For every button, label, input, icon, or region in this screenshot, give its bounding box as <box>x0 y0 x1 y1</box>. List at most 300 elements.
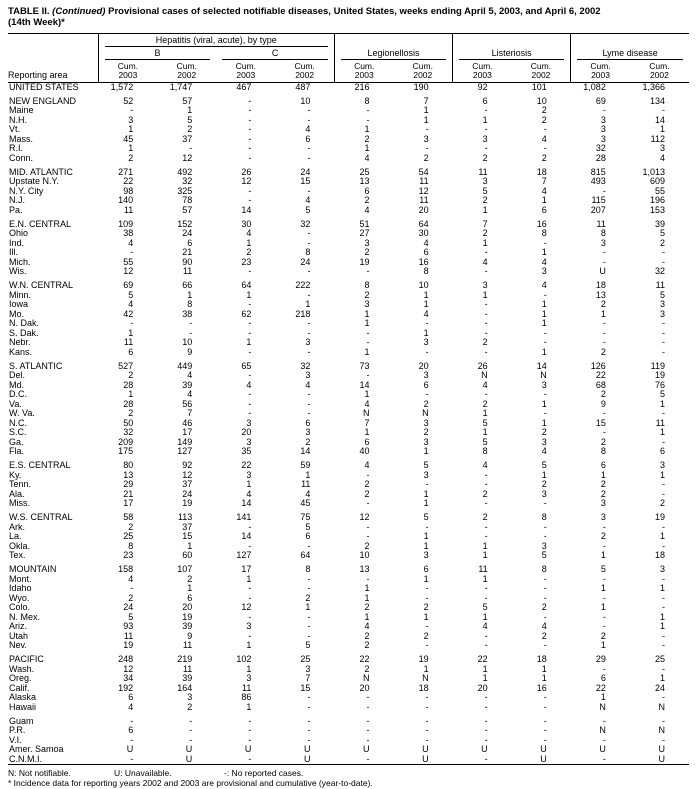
value-cell: 12 <box>182 470 193 480</box>
value-cell: 11 <box>123 631 134 641</box>
state-row <box>8 632 689 642</box>
value-cell: - <box>425 480 429 489</box>
value-cell: - <box>307 399 311 409</box>
value-cell: 8 <box>305 248 311 257</box>
col-header-hep-c-2003 <box>216 60 275 83</box>
value-cell: 20 <box>418 205 429 215</box>
value-cell: 1 <box>423 290 429 300</box>
value-cell: 1 <box>305 300 311 309</box>
cum-label: Cum. <box>117 60 139 71</box>
value-cell: 46 <box>182 418 193 428</box>
value-cell: 5 <box>659 290 665 300</box>
value-cell: 1 <box>364 125 370 134</box>
title-continued: (Continued) <box>52 6 106 17</box>
value-cell: 1 <box>541 470 547 480</box>
value-cell: 14 <box>300 447 311 456</box>
value-cell: - <box>484 726 488 735</box>
reporting-area-cell: Alaska <box>9 693 37 702</box>
value-cell: N <box>363 409 370 418</box>
value-cell: 4 <box>305 125 311 134</box>
value-cell: 2 <box>541 115 547 125</box>
value-cell: 42 <box>123 309 134 319</box>
value-cell: 28 <box>595 153 606 163</box>
value-cell: - <box>543 735 547 745</box>
value-cell: - <box>248 584 252 593</box>
value-cell: 6 <box>305 418 311 428</box>
value-cell: - <box>307 735 311 745</box>
value-cell: 207 <box>590 205 606 215</box>
footnote-no-cases: -: No reported cases. <box>224 768 304 778</box>
value-cell: 4 <box>187 371 193 380</box>
value-cell: - <box>248 399 252 409</box>
col-header-lyme-2002 <box>630 60 689 83</box>
value-cell: 11 <box>478 565 488 574</box>
state-row <box>8 584 689 594</box>
reporting-area-cell: Upstate N.Y. <box>9 177 59 186</box>
value-cell: 6 <box>305 532 311 541</box>
value-cell: 3 <box>423 470 429 480</box>
value-cell: - <box>662 437 665 447</box>
reporting-area-cell: Ariz. <box>9 622 27 631</box>
reporting-area-cell: C.N.M.I. <box>9 754 42 764</box>
value-cell: - <box>484 347 488 357</box>
reporting-area-cell: V.I. <box>9 735 22 745</box>
value-cell: 1 <box>541 347 547 357</box>
value-cell: 8 <box>482 447 488 456</box>
value-cell: 2 <box>128 371 134 380</box>
value-cell: 11 <box>123 205 134 215</box>
value-cell: 216 <box>354 82 370 92</box>
value-cell: 2 <box>364 664 370 674</box>
value-cell: 39 <box>654 219 665 229</box>
value-cell: 1 <box>659 622 665 631</box>
value-cell: 7 <box>541 177 547 186</box>
value-cell: 19 <box>182 499 193 508</box>
value-cell: 8 <box>364 96 370 106</box>
reporting-area-cell: Amer. Samoa <box>9 745 64 754</box>
value-cell: 209 <box>118 437 134 447</box>
value-cell: 24 <box>182 489 193 499</box>
value-cell: 1 <box>482 664 488 674</box>
value-cell: 57 <box>182 205 193 215</box>
value-cell: - <box>602 328 606 338</box>
year-label: 2003 <box>472 69 492 80</box>
value-cell: 1 <box>541 674 547 683</box>
reporting-area-cell: Tenn. <box>9 480 32 489</box>
value-cell: 93 <box>123 622 134 631</box>
value-cell: - <box>425 726 429 735</box>
value-cell: 17 <box>123 499 134 508</box>
value-cell: 4 <box>482 257 488 267</box>
value-cell: 2 <box>600 390 606 399</box>
value-cell: 11 <box>596 219 606 229</box>
state-row <box>8 229 689 239</box>
cum-label: Cum. <box>235 60 256 71</box>
value-cell: - <box>366 693 370 702</box>
value-cell: 4 <box>246 380 252 390</box>
reporting-area-cell: N.Y. City <box>9 186 44 196</box>
value-cell: 5 <box>659 229 665 238</box>
value-cell: 492 <box>177 167 193 177</box>
value-cell: 7 <box>364 418 370 428</box>
value-cell: 190 <box>413 82 429 92</box>
value-cell: 39 <box>182 622 193 631</box>
value-cell: 1,082 <box>583 82 606 92</box>
value-cell: 75 <box>300 513 311 522</box>
value-cell: - <box>425 693 429 702</box>
value-cell: - <box>602 541 606 551</box>
value-cell: - <box>248 390 252 399</box>
value-cell: 2 <box>423 399 429 409</box>
value-cell: - <box>425 522 429 532</box>
value-cell: 5 <box>541 461 547 470</box>
year-label: 2002 <box>531 69 551 80</box>
value-cell: - <box>366 532 370 541</box>
value-cell: 59 <box>300 461 311 470</box>
value-cell: 325 <box>177 186 193 196</box>
value-cell: 2 <box>482 513 488 522</box>
value-cell: 3 <box>423 371 429 380</box>
col-header-hep-b-2002 <box>157 60 216 83</box>
reporting-area-cell: Wash. <box>9 664 35 674</box>
state-row <box>8 575 689 585</box>
value-cell: 1 <box>600 551 606 560</box>
value-cell: 3 <box>246 622 252 631</box>
legionellosis-group-spacer <box>334 34 452 47</box>
region-row <box>8 362 689 372</box>
reporting-area-cell: Wyo. <box>9 593 30 603</box>
value-cell: - <box>425 144 429 153</box>
table-title-line1 <box>8 6 689 17</box>
value-cell: 54 <box>418 167 429 177</box>
year-label: 2002 <box>413 69 433 80</box>
value-cell: - <box>307 106 311 115</box>
value-cell: - <box>307 115 311 125</box>
value-cell: 8 <box>364 281 370 290</box>
value-cell: 62 <box>241 309 252 319</box>
reporting-area-cell: Oreg. <box>9 674 32 683</box>
value-cell: 1 <box>482 674 488 683</box>
value-cell: 52 <box>123 96 134 106</box>
value-cell: 2 <box>364 631 370 641</box>
reporting-area-cell: D.C. <box>9 390 27 399</box>
value-cell: - <box>543 532 547 541</box>
reporting-area-cell: NEW ENGLAND <box>9 96 77 106</box>
value-cell: 30 <box>418 229 429 238</box>
value-cell: 18 <box>418 683 429 693</box>
cum-label: Cum. <box>530 60 552 71</box>
territory-row <box>8 745 689 755</box>
reporting-area-cell: Ill. <box>9 248 18 257</box>
hepatitis-b-label: B <box>105 48 211 60</box>
value-cell: 3 <box>305 664 311 674</box>
value-cell: N <box>599 702 606 712</box>
value-cell: 467 <box>236 82 252 92</box>
value-cell: 2 <box>128 522 134 532</box>
value-cell: - <box>366 267 370 276</box>
value-cell: 35 <box>241 447 252 456</box>
value-cell: 1 <box>482 290 488 300</box>
value-cell: - <box>662 641 665 650</box>
value-cell: 527 <box>118 361 134 371</box>
value-cell: 15 <box>595 418 606 428</box>
value-cell: 16 <box>536 683 547 693</box>
value-cell: 3 <box>482 177 488 186</box>
value-cell: - <box>366 735 370 745</box>
state-row <box>8 542 689 552</box>
col-header-listeriosis-2003 <box>453 60 512 83</box>
region-row <box>8 97 689 107</box>
value-cell: 12 <box>182 153 193 163</box>
value-cell: - <box>307 238 311 248</box>
value-cell: 6 <box>364 437 370 447</box>
value-cell: 5 <box>482 603 488 612</box>
value-cell: N <box>658 702 665 712</box>
reporting-area-cell: Nev. <box>9 641 27 650</box>
value-cell: 4 <box>364 399 370 409</box>
value-cell: 8 <box>187 300 193 309</box>
value-cell: 10 <box>359 551 370 560</box>
value-cell: 18 <box>536 167 547 177</box>
state-row <box>8 480 689 490</box>
value-cell: - <box>662 409 665 418</box>
value-cell: 3 <box>541 267 547 276</box>
value-cell: 11 <box>655 418 665 428</box>
value-cell: - <box>602 522 606 532</box>
value-cell: - <box>484 532 488 541</box>
value-cell: 1 <box>305 603 311 612</box>
value-cell: 2 <box>305 593 311 603</box>
value-cell: 126 <box>590 361 606 371</box>
value-cell: 32 <box>123 428 134 437</box>
value-cell: 134 <box>649 96 665 106</box>
state-row <box>8 177 689 187</box>
value-cell: 1 <box>423 612 429 622</box>
value-cell: 113 <box>177 513 193 522</box>
value-cell: - <box>543 144 547 153</box>
value-cell: 32 <box>300 361 311 371</box>
value-cell: 25 <box>123 532 134 541</box>
value-cell: 3 <box>423 551 429 560</box>
reporting-area-cell: MID. ATLANTIC <box>9 167 73 177</box>
value-cell: - <box>484 735 488 745</box>
value-cell: 20 <box>241 428 252 437</box>
value-cell: - <box>662 106 665 115</box>
value-cell: - <box>484 584 488 593</box>
value-cell: - <box>366 328 370 338</box>
value-cell: - <box>425 347 429 357</box>
value-cell: 1 <box>187 290 193 300</box>
region-row <box>8 513 689 523</box>
value-cell: 28 <box>123 380 134 390</box>
value-cell: 20 <box>182 603 193 612</box>
value-cell: 4 <box>305 380 311 390</box>
value-cell: 64 <box>300 551 311 560</box>
value-cell: U <box>185 745 193 754</box>
value-cell: 19 <box>182 612 193 622</box>
value-cell: 4 <box>482 380 488 390</box>
value-cell: 5 <box>305 641 311 650</box>
value-cell: 1 <box>246 702 252 712</box>
value-cell: 487 <box>295 82 311 92</box>
reporting-area-cell: MOUNTAIN <box>9 565 57 574</box>
value-cell: - <box>248 716 252 726</box>
value-cell: 1 <box>482 238 488 248</box>
value-cell: 192 <box>118 683 134 693</box>
value-cell: 1 <box>659 470 665 480</box>
reporting-area-cell: UNITED STATES <box>9 82 79 92</box>
value-cell: 3 <box>423 418 429 428</box>
value-cell: 92 <box>477 82 488 92</box>
value-cell: 2 <box>600 489 606 499</box>
state-row <box>8 154 689 164</box>
value-cell: - <box>662 338 665 347</box>
footnote-unavailable: U: Unavailable. <box>114 768 172 778</box>
state-row <box>8 419 689 429</box>
value-cell: 4 <box>305 196 311 205</box>
value-cell: - <box>484 248 488 257</box>
value-cell: 2 <box>187 574 193 584</box>
value-cell: - <box>248 631 252 641</box>
value-cell: 8 <box>305 565 311 574</box>
value-cell: 4 <box>128 238 134 248</box>
value-cell: - <box>662 664 665 674</box>
value-cell: 3 <box>246 470 252 480</box>
value-cell: N <box>599 726 606 735</box>
table-title <box>8 6 689 28</box>
value-cell: 2 <box>364 489 370 499</box>
value-cell: 2 <box>364 248 370 257</box>
value-cell: 14 <box>359 380 370 390</box>
value-cell: 29 <box>595 655 606 664</box>
value-cell: - <box>366 499 370 508</box>
value-cell: 5 <box>659 390 665 399</box>
value-cell: 1 <box>482 428 488 437</box>
table-header <box>8 34 689 83</box>
value-cell: - <box>248 125 252 134</box>
value-cell: 13 <box>123 470 134 480</box>
value-cell: - <box>662 603 665 612</box>
value-cell: - <box>189 735 193 745</box>
state-row <box>8 125 689 135</box>
value-cell: 58 <box>123 513 134 522</box>
territory-row <box>8 736 689 746</box>
value-cell: - <box>543 612 547 622</box>
value-cell: 3 <box>246 418 252 428</box>
value-cell: 9 <box>600 399 606 409</box>
value-cell: U <box>363 745 370 754</box>
col-header-listeriosis-2002 <box>512 60 571 83</box>
cum-label: Cum. <box>590 60 611 71</box>
value-cell: - <box>602 593 606 603</box>
value-cell: - <box>366 716 370 726</box>
value-cell: 2 <box>600 300 606 309</box>
table-body <box>8 82 689 765</box>
value-cell: 57 <box>182 96 193 106</box>
value-cell: - <box>307 267 311 276</box>
value-cell: 24 <box>123 603 134 612</box>
region-row <box>8 461 689 471</box>
value-cell: 10 <box>182 338 193 347</box>
value-cell: - <box>662 693 665 702</box>
value-cell: 6 <box>600 461 606 470</box>
value-cell: - <box>366 702 370 712</box>
value-cell: - <box>366 338 370 347</box>
value-cell: - <box>662 716 665 726</box>
value-cell: N <box>422 409 429 418</box>
value-cell: 20 <box>359 683 370 693</box>
value-cell: 1 <box>659 532 665 541</box>
value-cell: 3 <box>305 371 311 380</box>
value-cell: 32 <box>300 219 311 229</box>
value-cell: 32 <box>182 177 193 186</box>
value-cell: 19 <box>418 655 429 664</box>
value-cell: - <box>248 347 252 357</box>
value-cell: - <box>248 196 252 205</box>
value-cell: 66 <box>182 281 193 290</box>
value-cell: 7 <box>305 674 311 683</box>
value-cell: - <box>543 702 547 712</box>
value-cell: 115 <box>591 196 606 205</box>
value-cell: - <box>248 371 252 380</box>
value-cell: 1 <box>600 470 606 480</box>
value-cell: - <box>484 328 488 338</box>
reporting-area-cell: N. Dak. <box>9 319 40 328</box>
value-cell: 1 <box>541 300 547 309</box>
value-cell: 1 <box>659 125 665 134</box>
value-cell: 6 <box>482 96 488 106</box>
value-cell: U <box>481 745 488 754</box>
value-cell: 3 <box>659 300 665 309</box>
cum-label: Cum. <box>354 60 375 71</box>
value-cell: 2 <box>423 428 429 437</box>
value-cell: 34 <box>123 674 134 683</box>
value-cell: - <box>602 257 606 267</box>
value-cell: 6 <box>541 205 547 215</box>
state-row <box>8 613 689 623</box>
value-cell: 5 <box>128 612 134 622</box>
value-cell: 5 <box>482 186 488 196</box>
value-cell: - <box>248 754 252 764</box>
value-cell: 1,747 <box>169 82 193 92</box>
value-cell: 68 <box>595 380 606 390</box>
value-cell: - <box>662 522 665 532</box>
value-cell: 5 <box>423 461 429 470</box>
value-cell: 6 <box>128 347 134 357</box>
value-cell: 1 <box>541 319 547 328</box>
value-cell: 102 <box>236 655 252 664</box>
value-cell: 4 <box>541 447 547 456</box>
col-header-legionellosis-2002 <box>394 60 453 83</box>
value-cell: 1 <box>246 238 252 248</box>
value-cell: 1 <box>423 532 429 541</box>
value-cell: 60 <box>182 551 193 560</box>
state-row <box>8 258 689 268</box>
value-cell: 1 <box>423 541 429 551</box>
value-cell: 5 <box>305 522 311 532</box>
value-cell: - <box>248 593 252 603</box>
value-cell: 2 <box>364 134 370 144</box>
value-cell: 3 <box>305 338 311 347</box>
reporting-area-cell: Kans. <box>9 347 33 357</box>
value-cell: 2 <box>600 437 606 447</box>
value-cell: 2 <box>305 437 311 447</box>
value-cell: U <box>422 745 429 754</box>
value-cell: - <box>484 693 488 702</box>
value-cell: 1 <box>364 428 370 437</box>
value-cell: 3 <box>305 428 311 437</box>
value-cell: N <box>422 674 429 683</box>
